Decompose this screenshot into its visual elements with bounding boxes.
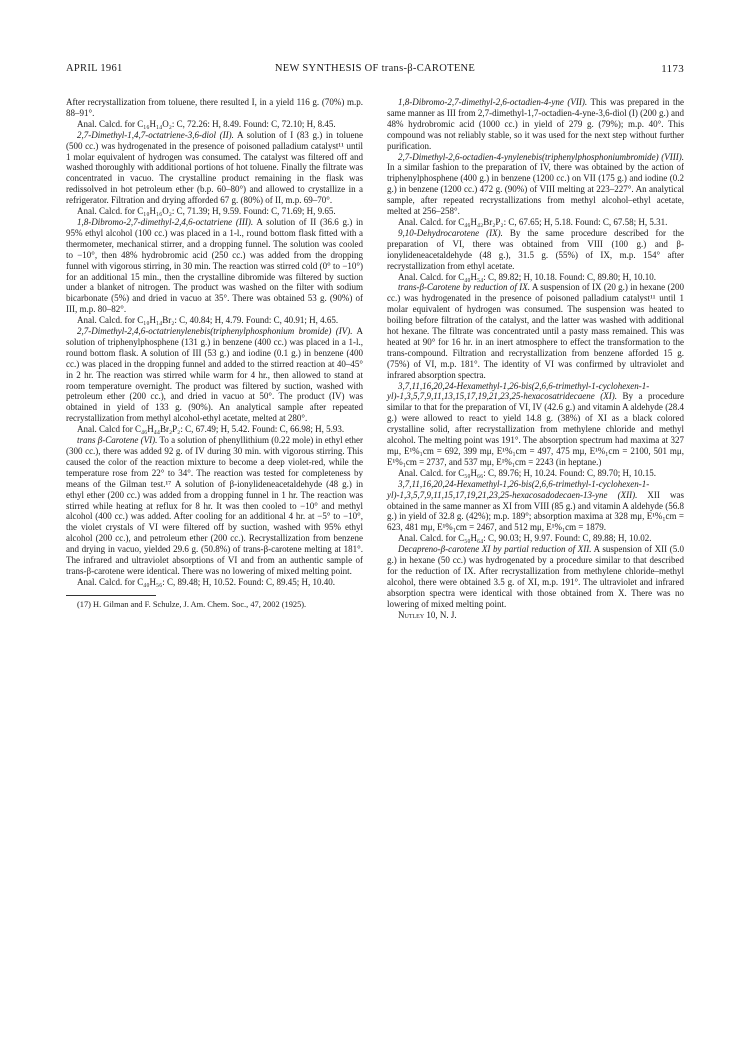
paragraph: After recrystallization from toluene, there resulted I, in a yield 116 g. (70%) m.p. 88–91°.: [66, 97, 363, 118]
section-heading: 1,8-Dibromo-2,7-dimethyl-2,6-octadien-4-yne (VII).: [398, 97, 588, 107]
journal-date: APRIL 1961: [66, 63, 123, 74]
right-column: [387, 97, 684, 621]
paragraph: 2,7-Dimethyl-1,4,7-octatriene-3,6-diol (II). A solution of I (83 g.) in toluene (500 cc.) was hydrogenated in the presence of poisoned palladium catalyst¹¹ until 1 molar equivalent of hydrogen was consumed. The catalyst was filtered off and washed thoroughly with additional portions of hot toluene. Finally the filtrate was concentrated in vacuo. The crystalline product remaining in the flask was redissolved in hot petroleum ether (b.p. 60–80°) and allowed to crystallize in a refrigerator. Filtration and drying afforded 67 g. (80%) of II, m.p. 69–70°.: [66, 129, 363, 206]
paragraph: Anal. Calcd. for C₅₀H₆₄: C, 90.03; H, 9.97. Found: C, 89.88; H, 10.02.: [398, 533, 652, 544]
paragraph: 1,8-Dibromo-2,7-dimethyl-2,6-octadien-4-yne (VII). This was prepared in the same manner as III from 2,7-dimethyl-1,7-octadien-4-yne-3,6-diol (I) (200 g.) and 48% hydrobromic acid (1000 cc.) in yield of 279 g. (79%); m.p. 40°. This compound was not reliably stable, so it was used for the next step without further purification.: [387, 97, 684, 151]
paragraph: Anal. Calcd for C₄₆H₄₄Br₂P₂: C, 67.49; H, 5.42. Found: C, 66.98; H, 5.93.: [77, 424, 345, 435]
paragraph: Anal. Calcd. for C₁₀H₁₆O₂: C, 71.39; H, 9.59. Found: C, 71.69; H, 9.65.: [77, 206, 336, 217]
paragraph: 3,7,11,16,20,24-Hexamethyl-1,26-bis(2,6,6-trimethyl-1-cyclohexen-1-yl)-1,3,5,7,9,11,15,17,19,21,23,25-hexacosadodecaen-13-yne (XII). XII was obtained in the same manner as XI from VIII (85 g.) and vitamin A aldehyde (56.8 g.) in yield of 32.8 g. (42%); m.p. 189°; absorption maxima at 328 mμ, E¹%₁cm = 623, 481 mμ, E¹%₁cm = 2467, and 512 mμ, E¹%₁cm = 1879.: [387, 478, 685, 533]
paragraph: Anal. Calcd. for C₄₀H₅₄: C, 89.82; H, 10.18. Found: C, 89.80; H, 10.10.: [398, 271, 657, 282]
running-title: NEW SYNTHESIS OF trans-β-CAROTENE: [274, 63, 476, 74]
page-header: [66, 63, 684, 79]
paragraph: trans β-Carotene (VI). To a solution of phenyllithium (0.22 mole) in ethyl ether (300 cc.), there was added 92 g. of IV during 30 min. with vigorous stirring. This caused the color of the reaction mixture to become a deep violet-red, while the temperature rose from 22° to 34°. The reaction was tested for completeness by means of the Gilman test.¹⁷ A solution of β-ionylideneacetaldehyde (48 g.) in ethyl ether (200 cc.) was added from a dropping funnel in 1 hr. The reaction was stirred while heating at reflux for 8 hr. It was then cooled to −10° and methyl alcohol (400 cc.) was added. After cooling for an additional 4 hr. at −5° to −10°, the violet crystals of VI were filtered off by suction, washed with 95% ethyl alcohol (200 cc.), and petroleum ether (200 cc.). Recrystallization from benzene and drying in vacuo, yielded 29.6 g. (50.8%) of trans-β-carotene melting at 181°. The infrared and ultraviolet absorptions of VI and from an authentic sample of trans-β-carotene were identical. There was no lowering of mixed melting point.: [66, 435, 363, 576]
section-heading: 2,7-Dimethyl-2,6-octadien-4-ynylenebis(triphenylphosphoniumbromide) (VIII).: [398, 151, 684, 162]
paragraph: 1,8-Dibromo-2,7-dimethyl-2,4,6-octatriene (III). A solution of II (36.6 g.) in 95% ethyl alcohol (100 cc.) was placed in a 1-l., round bottom flask fitted with a thermometer, mechanical stirrer, and a dropping funnel. The solution was cooled to −10°, then 48% hydrobromic acid (250 cc.) was added from the dropping funnel with vigorous stirring, in 30 min. The reaction was stirred cold (0° to −10°) for an additional 15 min., then the crystalline dibromide was filtered by suction under a blanket of nitrogen. The product was washed on the filter with sodium bicarbonate (5%) and dried in vacuo at 35°. There was obtained 53 g. (90%) of III, m.p. 80–82°.: [66, 216, 363, 315]
paragraph: Anal. Calcd. for C₄₆H₄₂Br₂P₂: C, 67.65; H, 5.18. Found: C, 67.58; H, 5.31.: [398, 216, 668, 227]
paragraph: trans-β-Carotene by reduction of IX. A suspension of IX (20 g.) in hexane (200 cc.) was hydrogenated in the presence of poisoned palladium catalyst¹¹ until 1 molar equivalent of hydrogen was consumed. The suspension was heated to boiling before filtration of the catalyst, and the latter was washed with additional hot hexane. The filtrate was concentrated until a pasty mass remained. This was heated at 90° for 16 hr. in an inert atmosphere to effect the transformation to the trans-compound. Filtration and recrystallization from benzene afforded 15 g. (75%) of VI, m.p. 181°. The identity of VI was confirmed by ultraviolet and infrared absorption spectra.: [387, 282, 684, 380]
footnote: (17) H. Gilman and F. Schulze, J. Am. Chem. Soc., 47, 2002 (1925).: [77, 599, 307, 609]
section-heading: 2,7-Dimethyl-2,4,6-octatrienylenebis(triphenylphosphonium bromide) (IV).: [77, 326, 353, 337]
section-heading: 3,7,11,16,20,24-Hexamethyl-1,26-bis(2,6,6-trimethyl-1-cyclohexen-1-yl)-1,3,5,7,9,11,15,17,19,21,23,25-hexacosadodecaen-13-yne (XII).: [387, 478, 650, 500]
page-number: 1173: [661, 63, 684, 75]
section-heading: 1,8-Dibromo-2,7-dimethyl-2,4,6-octatriene (III).: [77, 216, 254, 227]
section-heading: trans β-Carotene (VI).: [77, 435, 158, 446]
paragraph: Anal. Calcd. for C₄₀H₅₆: C, 89.48; H, 10.52. Found: C, 89.45; H, 10.40.: [77, 576, 336, 587]
paragraph: 3,7,11,16,20,24-Hexamethyl-1,26-bis(2,6,6-trimethyl-1-cyclohexen-1-yl)-1,3,5,7,9,11,13,15,17,19,21,23,25-hexacosatridecaene (XI). By a procedure similar to that for the preparation of VI, IV (42.6 g.) and vitamin A aldehyde (28.4 g.) were allowed to react to yield 14.8 g. (38%) of XI as a black colored crystalline solid, after recrystallization from methylene chloride and methyl alcohol. The melting point was 191°. The absorption spectrum had maxima at 327 mμ, E¹%₁cm = 692, 399 mμ, E¹%₁cm = 497, 475 mμ, E¹%₁cm = 2100, 501 mμ, E¹%₁cm = 2737, and 537 mμ, E¹%₁cm = 2243 (in heptane.): [387, 380, 684, 467]
section-heading: 9,10-Dehydrocarotene (IX).: [398, 227, 503, 238]
section-heading: 2,7-Dimethyl-1,4,7-octatriene-3,6-diol (II).: [77, 129, 234, 140]
section-heading: 3,7,11,16,20,24-Hexamethyl-1,26-bis(2,6,6-trimethyl-1-cyclohexen-1-yl)-1,3,5,7,9,11,13,15,17,19,21,23,25-hexacosatridecaene (XI).: [387, 380, 650, 402]
paragraph: Decapreno-β-carotene XI by partial reduction of XII. A suspension of XII (5.0 g.) in hexane (50 cc.) was hydrogenated by a procedure similar to that described for the reduction of IX. After recrystallization from methylene chloride–methyl alcohol, there were obtained 3.5 g. of XI, m.p. 191°. The ultraviolet and infrared absorption spectra were identical with those obtained from X. There was no lowering of mixed melting point.: [387, 544, 684, 609]
paragraph: 2,7-Dimethyl-2,6-octadien-4-ynylenebis(triphenylphosphoniumbromide) (VIII). In a similar fashion to the preparation of IV, there was obtained by the action of triphenylphosphene (400 g.) in benzene (1200 cc.) on VII (175 g.) and iodine (0.2 g.) in benzene (1200 cc.) 472 g. (90%) of VIII melting at 223–227°. An analytical sample, after repeated recrystallizations from methyl alcohol–ethyl acetate, melted at 256–258°.: [387, 151, 684, 217]
author-location: Nutley 10, N. J.: [398, 609, 457, 620]
paragraph: 2,7-Dimethyl-2,4,6-octatrienylenebis(triphenylphosphonium bromide) (IV). A solution of triphenylphosphene (131 g.) in benzene (400 cc.) was placed in a 1-l., round bottom flask. A solution of III (53 g.) and iodine (0.1 g.) in benzene (400 cc.) was placed in the dropping funnel and added to the stirred reaction at 40–45° in 2 hr. The reaction was stirred while warm for 4 hr., then allowed to stand at room temperature overnight. The product was filtered by suction, washed with petroleum ether (200 cc.), and dried in vacuo at 50°. The product (IV) was obtained in yield of 133 g. (90%). An analytical sample after repeated recrystallization from methyl alcohol-ethyl acetate, melted at 280°.: [66, 326, 363, 424]
paragraph: Anal. Calcd. for C₁₀H₁₄Br₂: C, 40.84; H, 4.79. Found: C, 40.91; H, 4.65.: [77, 315, 339, 326]
paragraph: Anal. Calcd. for C₁₆H₁₄O₂: C, 72.26: H, 8.49. Found: C, 72.10; H, 8.45.: [77, 118, 336, 129]
footnote-divider: [66, 595, 156, 596]
section-heading: Decapreno-β-carotene XI by partial reduction of XII.: [398, 544, 592, 555]
paragraph: Anal. Calcd. for C₅₀H₆₆: C, 89.76; H, 10.24. Found: C, 89.70; H, 10.15.: [398, 467, 657, 478]
left-column: [66, 97, 363, 610]
paragraph: 9,10-Dehydrocarotene (IX). By the same procedure described for the preparation of VI, there was obtained from VIII (100 g.) and β-ionylideneacetaldehyde (48 g.), 31.5 g. (55%) of IX, m.p. 154° after recrystallization from ethyl acetate.: [387, 227, 684, 271]
section-heading: trans-β-Carotene by reduction of IX.: [398, 282, 530, 293]
